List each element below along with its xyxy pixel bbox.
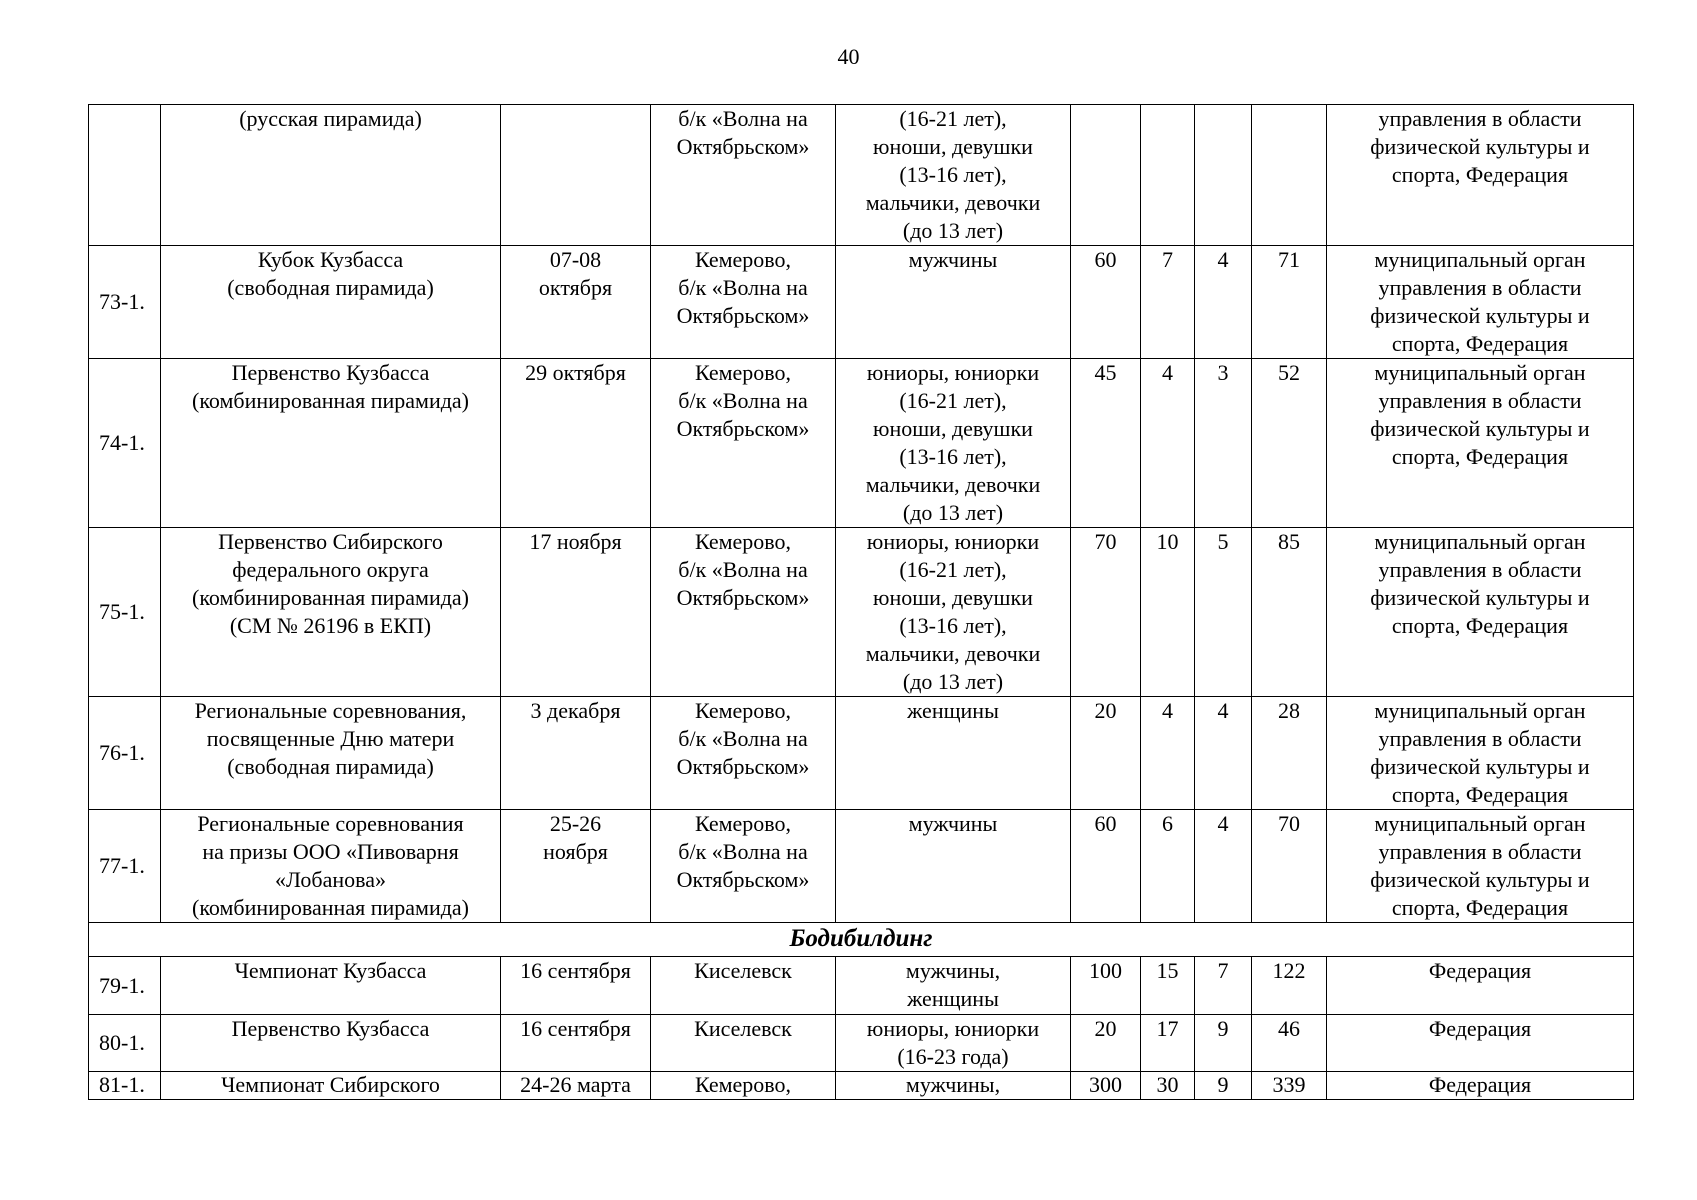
- event-place: Кемерово, б/к «Волна на Октябрьском»: [651, 528, 836, 697]
- table-row: [89, 246, 1634, 359]
- participant-group: мужчины,: [836, 1072, 1071, 1100]
- event-name: Чемпионат Кузбасса: [161, 957, 501, 1015]
- event-place: Кемерово, б/к «Волна на Октябрьском»: [651, 359, 836, 528]
- count-cell: 4: [1195, 697, 1252, 810]
- count-total: [1252, 105, 1327, 246]
- count-cell: 60: [1071, 810, 1141, 923]
- event-name: Региональные соревнования на призы ООО «Пивоварня «Лобанова» (комбинированная пирамида): [161, 810, 501, 923]
- count-cell: 4: [1141, 359, 1195, 528]
- event-date: 3 декабря: [501, 697, 651, 810]
- event-place: Кемерово,: [651, 1072, 836, 1100]
- event-date: 16 сентября: [501, 957, 651, 1015]
- participant-group: мужчины: [836, 810, 1071, 923]
- event-date: 07-08 октября: [501, 246, 651, 359]
- count-cell: 4: [1195, 246, 1252, 359]
- event-name: Региональные соревнования, посвященные Дню матери (свободная пирамида): [161, 697, 501, 810]
- count-cell: 100: [1071, 957, 1141, 1015]
- count-cell: 7: [1141, 246, 1195, 359]
- count-total: 28: [1252, 697, 1327, 810]
- count-total: 85: [1252, 528, 1327, 697]
- event-date: 25-26 ноября: [501, 810, 651, 923]
- row-number: [89, 105, 161, 246]
- count-cell: 4: [1195, 810, 1252, 923]
- participant-group: (16-21 лет), юноши, девушки (13-16 лет), мальчики, девочки (до 13 лет): [836, 105, 1071, 246]
- event-place: Кемерово, б/к «Волна на Октябрьском»: [651, 810, 836, 923]
- participant-group: женщины: [836, 697, 1071, 810]
- count-cell: 4: [1141, 697, 1195, 810]
- count-total: 70: [1252, 810, 1327, 923]
- event-place: Кемерово, б/к «Волна на Октябрьском»: [651, 246, 836, 359]
- table-row: [89, 359, 1634, 528]
- row-number: 79-1.: [89, 957, 161, 1015]
- table-row: [89, 810, 1634, 923]
- organizer: управления в области физической культуры и спорта, Федерация: [1327, 105, 1634, 246]
- participant-group: юниоры, юниорки (16-23 года): [836, 1015, 1071, 1072]
- event-name: Кубок Кузбасса (свободная пирамида): [161, 246, 501, 359]
- organizer: муниципальный орган управления в области физической культуры и спорта, Федерация: [1327, 246, 1634, 359]
- organizer: Федерация: [1327, 957, 1634, 1015]
- organizer: муниципальный орган управления в области физической культуры и спорта, Федерация: [1327, 697, 1634, 810]
- event-name: Первенство Кузбасса: [161, 1015, 501, 1072]
- row-number: 77-1.: [89, 810, 161, 923]
- event-place: Киселевск: [651, 1015, 836, 1072]
- participant-group: юниоры, юниорки (16-21 лет), юноши, девушки (13-16 лет), мальчики, девочки (до 13 лет): [836, 528, 1071, 697]
- event-place: Кемерово, б/к «Волна на Октябрьском»: [651, 697, 836, 810]
- section-title: Бодибилдинг: [89, 923, 1634, 957]
- count-cell: 300: [1071, 1072, 1141, 1100]
- organizer: Федерация: [1327, 1015, 1634, 1072]
- row-number: 80-1.: [89, 1015, 161, 1072]
- organizer: муниципальный орган управления в области физической культуры и спорта, Федерация: [1327, 359, 1634, 528]
- event-place: б/к «Волна на Октябрьском»: [651, 105, 836, 246]
- organizer: муниципальный орган управления в области физической культуры и спорта, Федерация: [1327, 528, 1634, 697]
- count-cell: 7: [1195, 957, 1252, 1015]
- count-cell: [1071, 105, 1141, 246]
- count-cell: 30: [1141, 1072, 1195, 1100]
- event-date: 17 ноября: [501, 528, 651, 697]
- count-total: 71: [1252, 246, 1327, 359]
- count-cell: 15: [1141, 957, 1195, 1015]
- table-row: [89, 697, 1634, 810]
- event-place: Киселевск: [651, 957, 836, 1015]
- event-date: 16 сентября: [501, 1015, 651, 1072]
- table-row: [89, 1015, 1634, 1072]
- row-number: 73-1.: [89, 246, 161, 359]
- count-cell: 70: [1071, 528, 1141, 697]
- count-cell: 5: [1195, 528, 1252, 697]
- count-cell: 3: [1195, 359, 1252, 528]
- table-row: [89, 957, 1634, 1015]
- count-cell: 20: [1071, 1015, 1141, 1072]
- event-date: 24-26 марта: [501, 1072, 651, 1100]
- section-row: [89, 923, 1634, 957]
- participant-group: мужчины: [836, 246, 1071, 359]
- event-name: Чемпионат Сибирского: [161, 1072, 501, 1100]
- table-row: [89, 105, 1634, 246]
- participant-group: юниоры, юниорки (16-21 лет), юноши, девушки (13-16 лет), мальчики, девочки (до 13 лет): [836, 359, 1071, 528]
- count-cell: [1195, 105, 1252, 246]
- row-number: 74-1.: [89, 359, 161, 528]
- event-name: (русская пирамида): [161, 105, 501, 246]
- page-number: 40: [837, 44, 860, 69]
- count-cell: 9: [1195, 1015, 1252, 1072]
- count-cell: 20: [1071, 697, 1141, 810]
- table-row: [89, 1072, 1634, 1100]
- row-number: 81-1.: [89, 1072, 161, 1100]
- events-table: [88, 104, 1634, 1100]
- event-date: 29 октября: [501, 359, 651, 528]
- count-cell: 60: [1071, 246, 1141, 359]
- row-number: 75-1.: [89, 528, 161, 697]
- event-date: [501, 105, 651, 246]
- count-cell: [1141, 105, 1195, 246]
- table-row: [89, 528, 1634, 697]
- count-total: 339: [1252, 1072, 1327, 1100]
- participant-group: мужчины, женщины: [836, 957, 1071, 1015]
- count-cell: 10: [1141, 528, 1195, 697]
- event-name: Первенство Кузбасса (комбинированная пирамида): [161, 359, 501, 528]
- organizer: Федерация: [1327, 1072, 1634, 1100]
- count-total: 52: [1252, 359, 1327, 528]
- count-cell: 17: [1141, 1015, 1195, 1072]
- count-cell: 45: [1071, 359, 1141, 528]
- count-total: 46: [1252, 1015, 1327, 1072]
- organizer: муниципальный орган управления в области физической культуры и спорта, Федерация: [1327, 810, 1634, 923]
- event-name: Первенство Сибирского федерального округа (комбинированная пирамида) (СМ № 26196 в ЕКП): [161, 528, 501, 697]
- count-total: 122: [1252, 957, 1327, 1015]
- count-cell: 9: [1195, 1072, 1252, 1100]
- count-cell: 6: [1141, 810, 1195, 923]
- row-number: 76-1.: [89, 697, 161, 810]
